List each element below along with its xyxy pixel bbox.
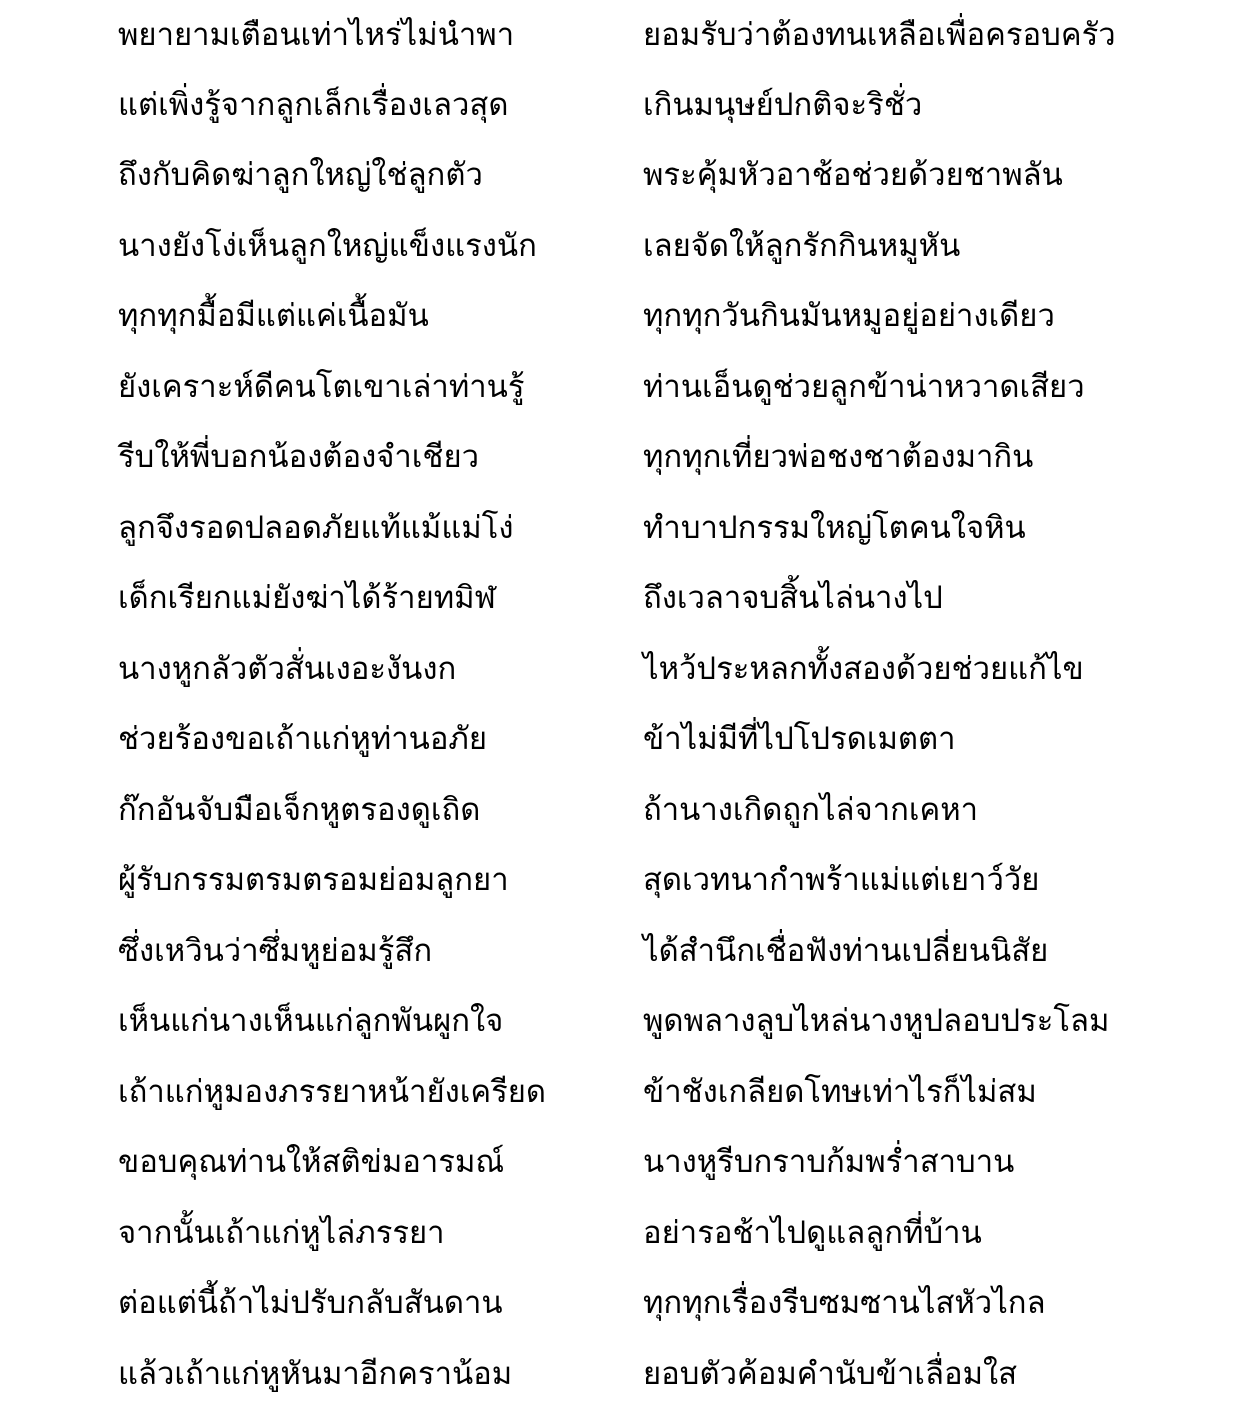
verse-right: พูดพลางลูบไหล่นางหูปลอบประโลม	[643, 1003, 1110, 1039]
verse-row	[0, 775, 1241, 845]
verse-row	[0, 634, 1241, 704]
verse-right: ท่านเอ็นดูช่วยลูกข้าน่าหวาดเสียว	[643, 369, 1085, 405]
verse-left: พยายามเตือนเท่าไหร่ไม่นำพา	[118, 17, 515, 53]
verse-left: แต่เพิ่งรู้จากลูกเล็กเรื่องเลวสุด	[118, 87, 509, 123]
verse-row	[0, 563, 1241, 633]
verse-left: นางหูกลัวตัวสั่นเงอะงันงก	[118, 651, 457, 687]
verse-left: นางยังโง่เห็นลูกใหญ่แข็งแรงนัก	[118, 228, 537, 264]
verse-left: ถึงกับคิดฆ่าลูกใหญ่ใช่ลูกตัว	[118, 157, 483, 193]
verse-left: เถ้าแก่หูมองภรรยาหน้ายังเครียด	[118, 1074, 547, 1110]
verse-right: นางหูรีบกราบก้มพร่ำสาบาน	[643, 1144, 1015, 1180]
verse-row	[0, 916, 1241, 986]
verse-row	[0, 845, 1241, 915]
verse-right: อย่ารอช้าไปดูแลลูกที่บ้าน	[643, 1215, 982, 1251]
verse-right: ทำบาปกรรมใหญ่โตคนใจหิน	[643, 510, 1026, 546]
verse-right: ไหว้ประหลกทั้งสองด้วยช่วยแก้ไข	[643, 651, 1084, 687]
verse-row	[0, 70, 1241, 140]
verse-row	[0, 1268, 1241, 1338]
verse-right: ทุกทุกเรื่องรีบซมซานไสหัวไกล	[643, 1285, 1046, 1321]
verse-row	[0, 281, 1241, 351]
verse-left: ก๊กอันจับมือเจ็กหูตรองดูเถิด	[118, 792, 481, 828]
verse-row	[0, 140, 1241, 210]
verse-row	[0, 0, 1241, 70]
verse-row	[0, 1127, 1241, 1197]
verse-right: ถึงเวลาจบสิ้นไล่นางไป	[643, 580, 943, 616]
verse-right: ทุกทุกเที่ยวพ่อชงชาต้องมากิน	[643, 439, 1034, 475]
verse-right: ทุกทุกวันกินมันหมูอยู่อย่างเดียว	[643, 298, 1055, 334]
verse-left: ผู้รับกรรมตรมตรอมย่อมลูกยา	[118, 862, 509, 898]
verse-left: ช่วยร้องขอเถ้าแก่หูท่านอภัย	[118, 721, 488, 757]
verse-right: สุดเวทนากำพร้าแม่แต่เยาว์วัย	[643, 862, 1040, 898]
verse-row	[0, 986, 1241, 1056]
verse-left: ทุกทุกมื้อมีแต่แค่เนื้อมัน	[118, 298, 429, 334]
verse-row	[0, 211, 1241, 281]
verse-right: ยอมรับว่าต้องทนเหลือเพื่อครอบครัว	[643, 17, 1116, 53]
verse-right: ได้สำนึกเชื่อฟังท่านเปลี่ยนนิสัย	[643, 933, 1049, 969]
verse-right: พระคุ้มหัวอาช้อช่วยด้วยชาพลัน	[643, 157, 1063, 193]
verse-row	[0, 1057, 1241, 1127]
verse-right: ยอบตัวค้อมคำนับข้าเลื่อมใส	[643, 1356, 1018, 1392]
verse-right: ถ้านางเกิดถูกไล่จากเคหา	[643, 792, 979, 828]
verse-left: ลูกจึงรอดปลอดภัยแท้แม้แม่โง่	[118, 510, 514, 546]
verse-row	[0, 1198, 1241, 1268]
verse-right: เลยจัดให้ลูกรักกินหมูหัน	[643, 228, 961, 264]
verse-left: เห็นแก่นางเห็นแก่ลูกพันผูกใจ	[118, 1003, 504, 1039]
verse-left: ซึ่งเหวินว่าซึ่มหูย่อมรู้สึก	[118, 933, 433, 969]
verse-left: จากนั้นเถ้าแก่หูไล่ภรรยา	[118, 1215, 445, 1251]
verse-left: ขอบคุณท่านให้สติข่มอารมณ์	[118, 1144, 505, 1180]
verse-row	[0, 1339, 1241, 1409]
verse-row	[0, 422, 1241, 492]
verse-left: เด็กเรียกแม่ยังฆ่าได้ร้ายทมิฬ	[118, 580, 496, 616]
verse-row	[0, 493, 1241, 563]
verse-right: ข้าชังเกลียดโทษเท่าไรก็ไม่สม	[643, 1074, 1037, 1110]
verse-left: รีบให้พี่บอกน้องต้องจำเชียว	[118, 439, 480, 475]
verse-left: ต่อแต่นี้ถ้าไม่ปรับกลับสันดาน	[118, 1285, 503, 1321]
verse-right: ข้าไม่มีที่ไปโปรดเมตตา	[643, 721, 956, 757]
verse-row	[0, 352, 1241, 422]
verse-left: แล้วเถ้าแก่หูหันมาอีกคราน้อม	[118, 1356, 513, 1392]
verse-right: เกินมนุษย์ปกติจะริชั่ว	[643, 87, 923, 123]
verse-row	[0, 704, 1241, 774]
verse-left: ยังเคราะห์ดีคนโตเขาเล่าท่านรู้	[118, 369, 525, 405]
